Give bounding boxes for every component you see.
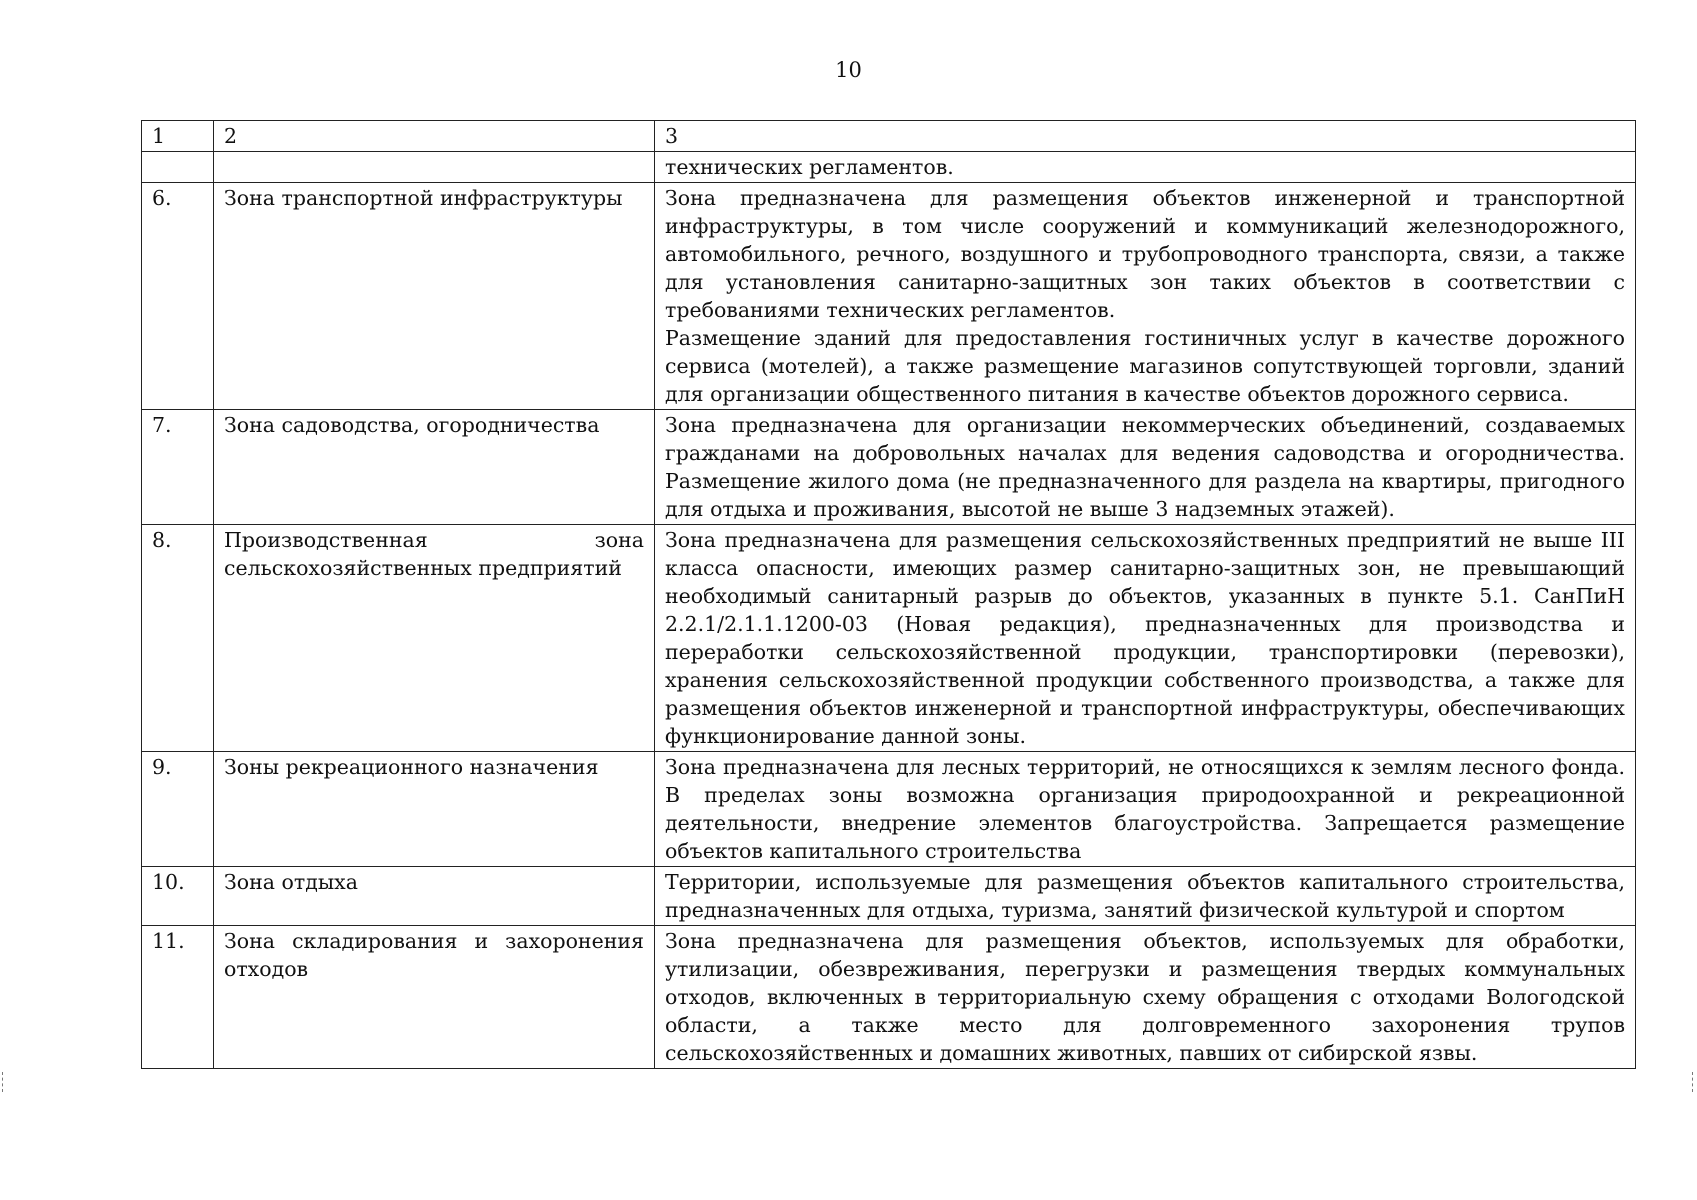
row-number: 7. (142, 410, 214, 525)
page-number: 10 (835, 58, 862, 82)
right-margin-mark (1692, 1072, 1695, 1092)
table-row (142, 867, 1636, 926)
header-col-1: 1 (142, 121, 214, 152)
zone-description (655, 183, 1636, 410)
description-paragraph: Территории, используемые для размещения объектов капитального строительства, предназначенных для отдыха, туризма, занятий физической культурой и спортом (665, 870, 1625, 922)
zone-description (655, 525, 1636, 752)
table-row (142, 410, 1636, 525)
header-col-2: 2 (214, 121, 655, 152)
table-row (142, 525, 1636, 752)
zones-table (141, 120, 1636, 1069)
zone-name: Зона отдыха (214, 867, 655, 926)
description-paragraph: Зона предназначена для размещения объектов, используемых для обработки, утилизации, обезвреживания, перегрузки и размещения твердых коммунальных отходов, включенных в территориальную схему обращения с отходами Вологодской области, а также место для долговременного захоронения трупов сельскохозяйственных и домашних животных, павших от сибирской язвы. (665, 929, 1625, 1065)
left-margin-mark (2, 1072, 5, 1092)
zone-name: Зона садоводства, огородничества (214, 410, 655, 525)
zone-name: Зона транспортной инфраструктуры (214, 183, 655, 410)
description-paragraph: Зона предназначена для размещения объектов инженерной и транспортной инфраструктуры, в том числе сооружений и коммуникаций железнодорожного, автомобильного, речного, воздушного и трубопроводного транспорта, связи, а также для установления санитарно-защитных зон таких объектов в соответствии с требованиями технических регламентов. (665, 186, 1625, 322)
zone-name: Производственная зона сельскохозяйственных предприятий (214, 525, 655, 752)
table-row (142, 183, 1636, 410)
zone-name: Зоны рекреационного назначения (214, 752, 655, 867)
row-number: 11. (142, 926, 214, 1069)
table-row (142, 752, 1636, 867)
continuation-zone-cell (214, 152, 655, 183)
zone-description (655, 752, 1636, 867)
continuation-row (142, 152, 1636, 183)
row-number: 6. (142, 183, 214, 410)
header-col-3: 3 (655, 121, 1636, 152)
description-paragraph: Размещение зданий для предоставления гостиничных услуг в качестве дорожного сервиса (мотелей), а также размещение магазинов сопутствующей торговли, зданий для организации общественного питания в качестве объектов дорожного сервиса. (665, 326, 1625, 406)
description-paragraph: Зона предназначена для организации некоммерческих объединений, создаваемых гражданами на добровольных началах для ведения садоводства и огородничества. Размещение жилого дома (не предназначенного для раздела на квартиры, пригодного для отдыха и проживания, высотой не выше 3 надземных этажей). (665, 413, 1625, 521)
continuation-desc-cell: технических регламентов. (655, 152, 1636, 183)
row-number: 8. (142, 525, 214, 752)
table-header-row (142, 121, 1636, 152)
row-number: 10. (142, 867, 214, 926)
continuation-num-cell (142, 152, 214, 183)
zone-description (655, 867, 1636, 926)
zone-description (655, 926, 1636, 1069)
description-paragraph: Зона предназначена для размещения сельскохозяйственных предприятий не выше III класса опасности, имеющих размер санитарно-защитных зон, не превышающий необходимый санитарный разрыв до объектов, указанных в пункте 5.1. СанПиН 2.2.1/2.1.1.1200-03 (Новая редакция), предназначенных для производства и переработки сельскохозяйственной продукции, транспортировки (перевозки), хранения сельскохозяйственной продукции собственного производства, а также для размещения объектов инженерной и транспортной инфраструктуры, обеспечивающих функционирование данной зоны. (665, 528, 1625, 748)
table-row (142, 926, 1636, 1069)
zone-description (655, 410, 1636, 525)
row-number: 9. (142, 752, 214, 867)
zone-name: Зона складирования и захоронения отходов (214, 926, 655, 1069)
description-paragraph: Зона предназначена для лесных территорий, не относящихся к землям лесного фонда. В пределах зоны возможна организация природоохранной и рекреационной деятельности, внедрение элементов благоустройства. Запрещается размещение объектов капитального строительства (665, 755, 1625, 863)
